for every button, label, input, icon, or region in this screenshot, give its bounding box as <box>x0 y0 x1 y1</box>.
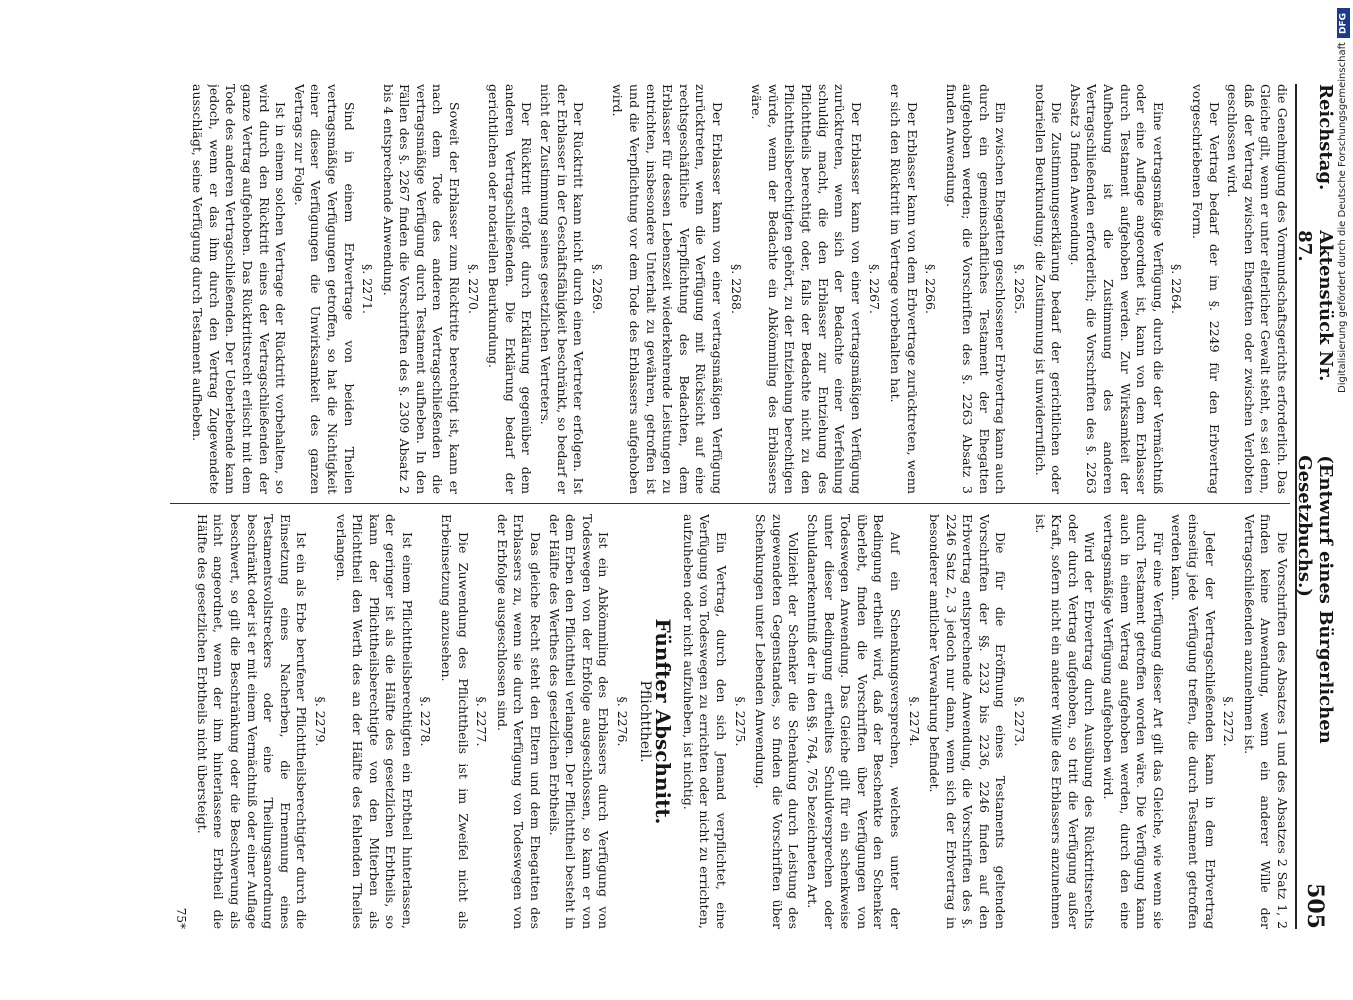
section-heading: §. 2265. <box>1012 264 1028 314</box>
chapter-subtitle: Pflichttheil. <box>636 680 653 763</box>
section-heading: §. 2273. <box>1012 696 1028 747</box>
section-heading: §. 2275. <box>732 696 748 747</box>
paragraph: Vollzieht der Schenker die Schenkung durch Leistung des zugewendeten Gegenstandes, so finden die Vorschriften über Schenkungen unter Lebenden Anwendung. <box>753 514 802 929</box>
section-heading: §. 2270. <box>465 264 481 314</box>
paragraph: Der Rücktritt kann nicht durch einen Vertreter erfolgen. Ist der Erblasser in der Geschäftsfähigkeit beschränkt, so bedarf er nicht der Zustimmung seines gesetzlichen Vertreters. <box>538 84 587 494</box>
section-heading: §. 2277. <box>474 696 490 747</box>
paragraph: Die Zustimmungserklärung bedarf der gerichtlichen oder notariellen Beurkundung; die Zustimmung ist unwiderruflich. <box>1032 84 1065 494</box>
digitization-credit: Digitalisierung gefördert durch die Deutsche Forschungsgemeinschaft <box>1337 42 1348 393</box>
paragraph: Der Vertrag bedarf der im §. 2249 für den Erbvertrag vorgeschriebenen Form. <box>1190 84 1222 494</box>
paragraph: Der Rücktritt erfolgt durch Erklärung gegenüber dem anderen Vertragschließenden. Die Erklärung bedarf der gerichtlichen oder notariellen Beurkundung. <box>486 84 535 494</box>
right-column <box>150 514 1290 929</box>
paragraph: Die Zuwendung des Pflichttheils ist im Zweifel nicht als Erbeinsetzung anzusehen. <box>439 514 471 929</box>
paragraph: Ist in einem solchen Vertrage der Rücktritt vorbehalten, so wird durch den Rücktritt eines der Vertragschließenden der ganze Vertrag aufgehoben. Das Rücktrittsrecht erlischt mit dem Tode des anderen Vertragschließenden. Der Ueberlebende kann jedoch, wenn er das ihm durch den Vertrag Zugewendete ausschlägt, seine Verfügung durch Testament aufheben. <box>190 84 289 494</box>
paragraph: Ist einem Pflichttheilsberechtigten ein Erbtheil hinterlassen, der geringer ist als die Hälfte des gesetzlichen Erbtheils, so kann der Pflichttheilsberechtigte von den Miterben als Pflichttheil den Werth des an der Hälfte des fehlenden Theiles verlangen. <box>333 514 415 929</box>
paragraph: Der Erblasser kann von dem Erbvertrage zurücktreten, wenn er sich den Rücktritt im Vertrage vorbehalten hat. <box>887 84 920 494</box>
paragraph: Soweit der Erblasser zum Rücktritte berechtigt ist, kann er nach dem Tode des anderen Vertragschließenden die vertragsmäßige Verfügung durch Testament aufheben. In den Fällen des §. 2267 finden die Vorschriften des §. 2309 Absatz 2 bis 4 entsprechende Anwendung. <box>380 84 463 494</box>
page-header <box>1294 84 1336 929</box>
paragraph: Das gleiche Recht steht den Eltern und dem Ehegatten des Erblassers zu, wenn sie durch Verfügung von Todeswegen von der Erbfolge ausgeschlossen sind. <box>494 514 544 929</box>
section-heading: §. 2272. <box>1221 696 1237 747</box>
paragraph: Ein zwischen Ehegatten geschlossener Erbvertrag kann auch durch ein gemeinschaftliches Testament der Ehegatten aufgehoben werden; die Vorschriften des §. 2263 Absatz 3 finden Anwendung. <box>943 84 1009 494</box>
header-title: (Entwurf eines Bürgerlichen Gesetzbuchs.) <box>1294 455 1336 744</box>
section-heading: §. 2267. <box>867 264 883 314</box>
paragraph: die Genehmigung des Vormundschaftsgerichts erforderlich. Das Gleiche gilt, wenn er unter elterlicher Gewalt steht, es sei denn, daß der Vertrag zwischen Ehegatten oder zwischen Verlobten geschlossen wird. <box>1225 84 1290 494</box>
paragraph: Ist ein als Erbe berufener Pflichttheilsberechtigter durch die Einsetzung eines Nacherben, die Ernennung eines Testamentsvollstreckers oder eine Theilungsanordnung beschränkt oder ist er mit einem Vermächtniß oder einer Auflage beschwert, so gilt die Beschränkung oder die Beschwerung als nicht angeordnet, wenn der ihm hinterlassene Erbtheil die Hälfte des gesetzlichen Erbtheils nicht übersteigt. <box>194 514 310 929</box>
section-heading: §. 2264. <box>1169 264 1185 314</box>
paragraph: Auf ein Schenkungsversprechen, welches unter der Bedingung ertheilt wird, daß der Beschenkte den Schenker überlebt, finden die Vorschriften über Verfügungen von Todeswegen Anwendung. Das Gleiche gilt für ein schenkweise unter dieser Bedingung ertheiltes Schuldversprechen oder Schuldanerkenntniß der in den §§. 764, 765 bezeichneten Art. <box>804 514 903 929</box>
section-heading: §. 2278. <box>418 696 434 747</box>
paragraph: Ein Vertrag, durch den sich Jemand verpflichtet, eine Verfügung von Todeswegen zu errichten oder nicht zu errichten, aufzuheben oder nicht aufzuheben, ist nichtig. <box>680 514 729 929</box>
document-page <box>120 84 1336 929</box>
header-rule <box>1295 84 1297 929</box>
paragraph: Die für die Eröffnung eines Testaments geltenden Vorschriften der §§. 2232 bis 2236, 2246 finden auf den Erbvertrag entsprechende Anwendung, die Vorschriften des §. 2246 Satz 2, 3 jedoch nur dann, wenn sich der Erbvertrag in besonderer amtlicher Verwahrung befindet. <box>927 514 1009 929</box>
chapter-heading: Fünfter Abschnitt. <box>651 618 676 825</box>
paragraph: Die Vorschriften des Absatzes 1 und des Absatzes 2 Satz 1, 2 finden keine Anwendung, wenn ein anderer Wille der Vertragschließenden anzunehmen ist. <box>1241 514 1290 929</box>
header-left <box>1294 84 1336 883</box>
left-column <box>150 84 1290 494</box>
header-reichstag: Reichstag. <box>1315 84 1336 191</box>
paragraph: Sind in einem Erbvertrage von beiden Theilen vertragsmäßige Verfügungen getroffen, so hat die Nichtigkeit einer dieser Verfügungen die Unwirksamkeit des ganzen Vertrags zur Folge. <box>291 84 357 494</box>
section-heading: §. 2266. <box>923 264 939 314</box>
section-heading: §. 2268. <box>728 264 744 314</box>
paragraph: Für eine Verfügung dieser Art gilt das Gleiche, wie wenn sie durch Testament getroffen worden wäre. Die Verfügung kann auch in einem Vertrag aufgehoben werden, durch den eine vertragsmäßige Verfügung aufgehoben wird. <box>1101 514 1166 929</box>
section-heading: §. 2269. <box>589 264 605 314</box>
column-divider <box>170 503 1290 504</box>
paragraph: Ist ein Abkömmling des Erblassers durch Verfügung von Todeswegen von der Erbfolge ausgeschlossen, so kann er von dem Erben den Pflichttheil verlangen. Der Pflichttheil besteht in der Hälfte des Werthes des gesetzlichen Erbtheils. <box>546 514 612 929</box>
paragraph: Wird der Erbvertrag durch Ausübung des Rücktrittsrechts oder durch Vertrag aufgehoben, so tritt die Verfügung außer Kraft, sofern nicht ein anderer Wille des Erblassers anzunehmen ist. <box>1032 514 1098 929</box>
section-heading: §. 2279. <box>312 696 328 747</box>
section-heading: §. 2274. <box>906 696 922 747</box>
page-number: 505 <box>1302 883 1328 929</box>
section-heading: §. 2271. <box>360 264 376 314</box>
paragraph: Jeder der Vertragschließenden kann in dem Erbvertrag einseitig jede Verfügung treffen, die durch Testament getroffen werden kann. <box>1169 514 1218 929</box>
paragraph: Eine vertragsmäßige Verfügung, durch die der Vermächtniß oder eine Auflage angeordnet ist, kann von dem Erblasser durch Testament aufgehoben werden. Zur Wirksamkeit der Aufhebung ist die Zustimmung des anderen Vertragschließenden erforderlich; die Vorschriften des §. 2263 Absatz 3 finden Anwendung. <box>1067 84 1166 494</box>
paragraph: Der Erblasser kann von einer vertragsmäßigen Verfügung zurücktreten, wenn sich der Bedachte einer Verfehlung schuldig macht, die den Erblasser zur Entziehung des Pflichttheils berechtigt oder, falls der Bedachte nicht zu den Pflichttheilsberechtigten gehört, zu der Entziehung berechtigen würde, wenn der Bedachte ein Abkömmling des Erblassers wäre. <box>749 84 864 494</box>
dfg-logo: DFG <box>1337 8 1350 38</box>
header-aktenstueck: Aktenstück Nr. 87. <box>1294 230 1336 382</box>
section-heading: §. 2276. <box>615 696 631 747</box>
sheet-signature: 75* <box>174 907 189 929</box>
paragraph: Der Erblasser kann von einer vertragsmäßigen Verfügung zurücktreten, wenn die Verfügung mit Rücksicht auf eine rechtsgeschäftliche Verpflichtung des Bedachten, dem Erblasser für dessen Lebenszeit wiederkehrende Leistungen zu entrichten, insbesondere Unterhalt zu gewähren, getroffen ist und die Verpflichtung vor dem Tode des Erblassers aufgehoben wird. <box>610 84 725 494</box>
